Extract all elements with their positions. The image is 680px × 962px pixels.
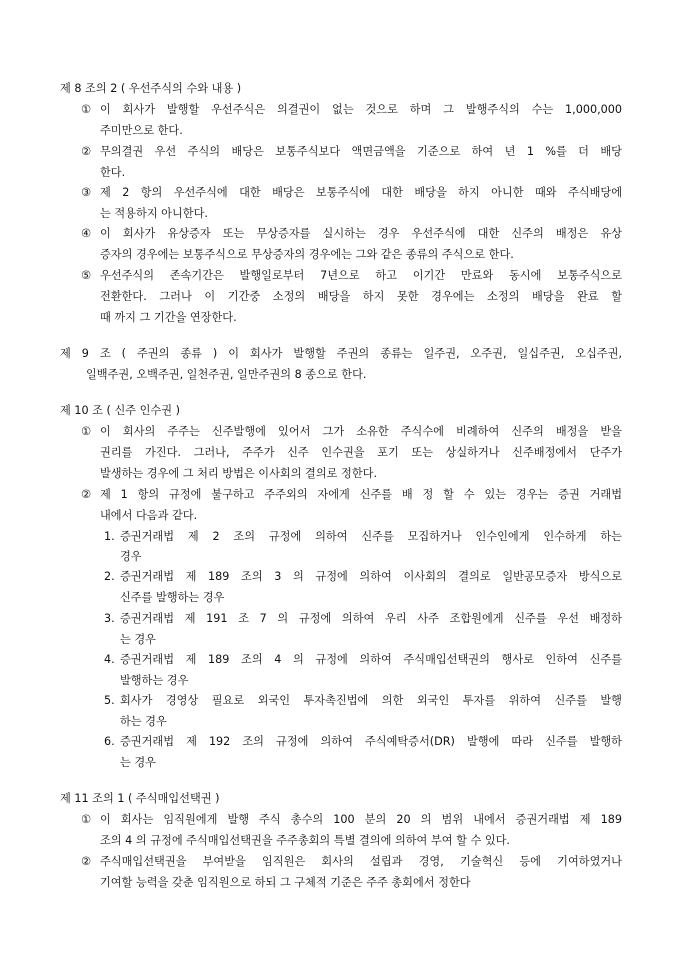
item-text-line: 이 회사의 주주는 신주발행에 있어서 그가 소유한 주식수에 비례하여 신주의 배정을 받을	[100, 425, 622, 438]
article-11-1-heading: 제 11 조의 1 ( 주식매입선택권 )	[60, 792, 220, 805]
subitem-text-line: 증권거래법 제 2 조의 규정에 의하여 신주를 모집하거나 인수인에게 인수하게 하는	[120, 530, 622, 543]
item-text-line: 증자의 경우에는 보통주식으로 무상증자의 경우에는 그와 같은 종류의 주식으로 한다.	[100, 248, 514, 261]
item-text-line: 주미만으로 한다.	[100, 124, 183, 137]
subitem-marker: 5.	[104, 694, 115, 707]
item-text-line: 이 회사가 유상증자 또는 무상증자를 실시하는 경우 우선주식에 대한 신주의 배정은 유상	[100, 227, 622, 240]
item-text-line: 한다.	[100, 166, 126, 179]
item-marker: ①	[81, 813, 92, 826]
subitem-text-line: 증권거래법 제 192 조의 규정에 의하여 주식예탁증서(DR) 발행에 따라 신주를 발행하	[120, 735, 622, 748]
item-text-line: 내에서 다음과 같다.	[100, 509, 198, 522]
item-text-line: 우선주식의 존속기간은 발행일로부터 7년으로 하고 이기간 만료와 동시에 보통주식으로	[100, 269, 622, 282]
item-marker: ②	[81, 855, 92, 868]
subitem-text-line: 발행하는 경우	[120, 674, 189, 687]
item-text-line: 주식매입선택권을 부여받을 임직원은 회사의 설립과 경영, 기술혁신 등에 기여하였거나	[100, 855, 622, 868]
subitem-text-line: 회사가 경영상 필요로 외국인 투자촉진법에 의한 외국인 투자를 위하여 신주를 발행	[120, 694, 622, 707]
subitem-marker: 4.	[104, 653, 115, 666]
article-9-text-line: 일백주권, 오백주권, 일천주권, 일만주권의 8 종으로 한다.	[86, 368, 367, 381]
subitem-text-line: 경우	[120, 550, 142, 563]
item-text-line: 는 적용하지 아니한다.	[100, 207, 208, 220]
article-8-2-heading: 제 8 조의 2 ( 우선주식의 수와 내용 )	[60, 82, 242, 95]
item-marker: ①	[81, 425, 92, 438]
item-text-line: 조의 4 의 규정에 주식매입선택권을 주주총회의 특별 결의에 의하여 부여 할 수 있다.	[100, 834, 510, 847]
item-marker: ③	[81, 186, 92, 199]
article-9-text-line: 제 9 조 ( 주권의 종류 ) 이 회사가 발행할 주권의 종류는 일주권, 오주권, 일십주권, 오십주권,	[60, 347, 622, 360]
item-text-line: 무의결권 우선 주식의 배당은 보통주식보다 액면금액을 기준으로 하여 년 1 %를 더 배당	[100, 145, 622, 158]
subitem-text-line: 는 경우	[120, 756, 156, 769]
subitem-text-line: 증권거래법 제 191 조 7 의 규정에 의하여 우리 사주 조합원에게 신주를 우선 배정하	[120, 612, 622, 625]
subitem-marker: 2.	[104, 570, 115, 583]
article-10-heading: 제 10 조 ( 신주 인수권 )	[60, 404, 180, 417]
subitem-marker: 3.	[104, 612, 115, 625]
subitem-text-line: 증권거래법 제 189 조의 4 의 규정에 의하여 주식매입선택권의 행사로 인하여 신주를	[120, 653, 622, 666]
item-text-line: 발생하는 경우에 그 처리 방법은 이사회의 결의로 정한다.	[100, 467, 378, 480]
subitem-text-line: 증권거래법 제 189 조의 3 의 규정에 의하여 이사회의 결의로 일반공모증자 방식으로	[120, 570, 622, 583]
subitem-text-line: 하는 경우	[120, 715, 167, 728]
item-text-line: 제 1 항의 규정에 불구하고 주주외의 자에게 신주를 배 정 할 수 있는 경우는 증권 거래법	[100, 488, 622, 501]
item-marker: ④	[81, 227, 92, 240]
subitem-marker: 6.	[104, 735, 115, 748]
item-marker: ②	[81, 145, 92, 158]
item-text-line: 이 회사가 발행할 우선주식은 의결권이 없는 것으로 하며 그 발행주식의 수는 1,000,000	[100, 103, 622, 116]
item-text-line: 권리를 가진다. 그러나, 주주가 신주 인수권을 포기 또는 상실하거나 신주배정에서 단주가	[100, 446, 622, 459]
item-text-line: 전환한다. 그러나 이 기간중 소정의 배당을 하지 못한 경우에는 소정의 배당을 완료 할	[100, 290, 622, 303]
item-marker: ①	[81, 103, 92, 116]
item-text-line: 제 2 항의 우선주식에 대한 배당은 보통주식에 대한 배당을 하지 아니한 때와 주식배당에	[100, 186, 622, 199]
item-text-line: 기여할 능력을 갖춘 임직원으로 하되 그 구체적 기준은 주주 총회에서 정한다	[100, 876, 471, 889]
subitem-marker: 1.	[104, 530, 115, 543]
item-marker: ⑤	[81, 269, 92, 282]
subitem-text-line: 신주를 발행하는 경우	[120, 591, 225, 604]
item-text-line: 때 까지 그 기간을 연장한다.	[100, 311, 237, 324]
subitem-text-line: 는 경우	[120, 633, 156, 646]
item-text-line: 이 회사는 임직원에게 발행 주식 총수의 100 분의 20 의 범위 내에서 증권거래법 제 189	[100, 813, 622, 826]
item-marker: ②	[81, 488, 92, 501]
